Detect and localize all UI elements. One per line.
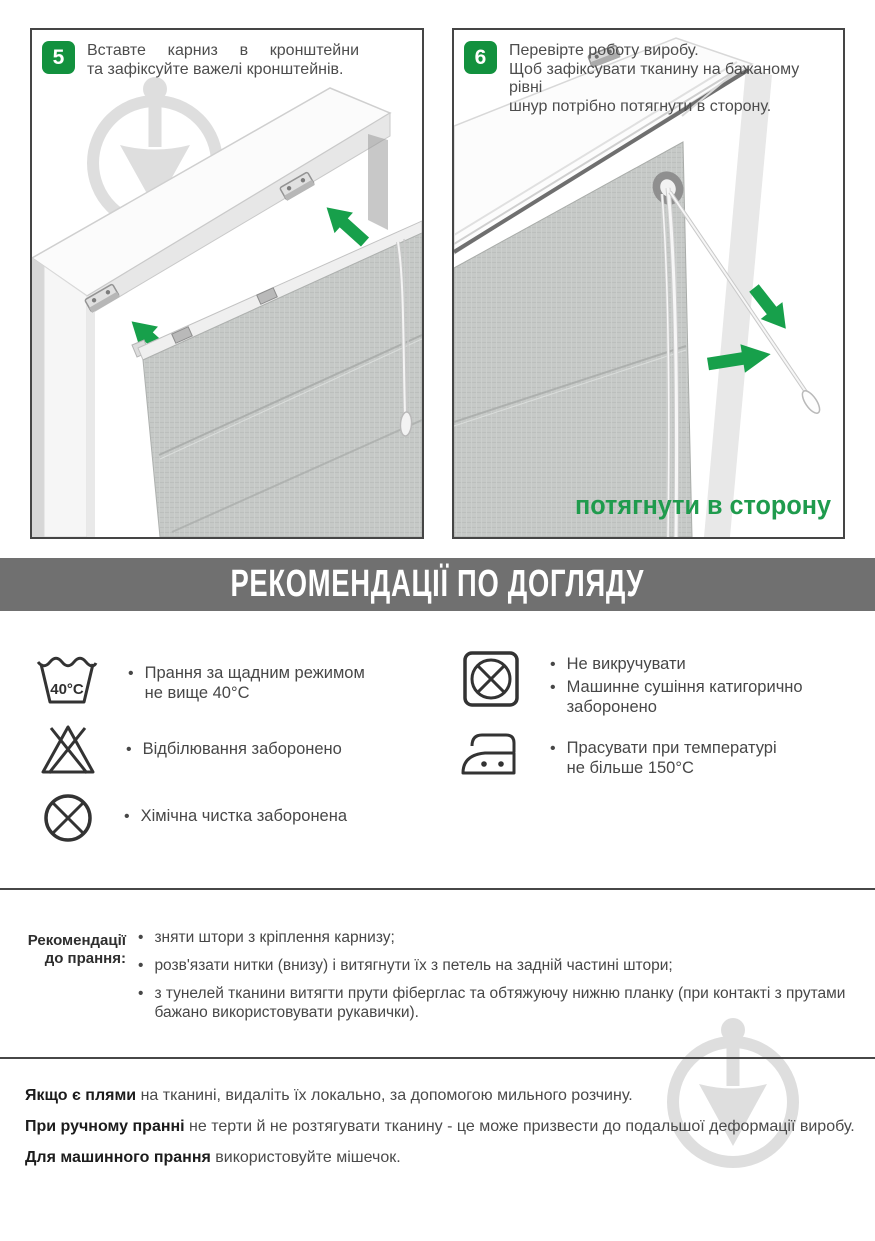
care-row-tumble: • Не викручувати • Машинне сушіння катигорично заборонено — [462, 650, 803, 717]
note-text: на тканині, видаліть їх локально, за допомогою мильного розчину. — [136, 1087, 633, 1104]
note-text: не терти й не розтягувати тканину - це може призвести до подальшої деформації виробу. — [184, 1117, 855, 1135]
care-row-dry-clean: • Хімічна чистка заборонена — [42, 792, 347, 844]
care-banner-title: РЕКОМЕНДАЦІЇ ПО ДОГЛЯДУ — [230, 563, 645, 605]
note-stains — [25, 1086, 855, 1107]
care-row-wash: 40°C • Прання за щадним режимом не вище 40°С — [36, 653, 365, 707]
green-arrow-icon — [317, 197, 374, 252]
no-dry-clean-icon — [42, 792, 94, 844]
no-bleach-icon — [40, 722, 96, 776]
list-item: • зняти штори з кріплення карнизу; — [138, 928, 852, 948]
list-item: • з тунелей тканини витягти прути фіберглас та обтяжуючу нижню планку (при контакті з прутами бажано використовувати рукавички). — [138, 984, 852, 1024]
step-5-instruction: Вставте карниз в кронштейни та зафіксуйте важелі кронштейнів. — [87, 42, 359, 78]
wash-recommendations-list — [138, 928, 852, 1031]
footer-notes — [25, 1086, 855, 1178]
step-6-badge: 6 — [464, 41, 497, 74]
no-wring-icon — [462, 650, 520, 708]
note-hand-wash — [25, 1117, 855, 1138]
note-lead: Для машинного прання — [25, 1148, 211, 1166]
step-6-instruction: Перевірте роботу виробу. Щоб зафіксувати тканину на бажаному рівні шнур потрібно потягнути в сторону. — [509, 42, 800, 116]
step-5-panel — [30, 28, 424, 539]
divider — [0, 1057, 875, 1059]
step-6-panel — [452, 28, 845, 539]
iron-150-icon — [458, 730, 520, 778]
care-row-iron: • Прасувати при температурі не більше 150°С — [458, 730, 777, 779]
wash-recommendations-label: Рекомендації до прання: — [27, 932, 126, 967]
svg-text:40°C: 40°C — [50, 681, 84, 698]
list-item: • розв'язати нитки (внизу) і витягнути їх з петель на задній частині штори; — [138, 956, 852, 976]
note-text: використовуйте мішечок. — [210, 1148, 401, 1166]
step-5-badge: 5 — [42, 41, 75, 74]
pull-aside-label: потягнути в сторону — [575, 490, 831, 520]
divider — [0, 888, 875, 890]
roman-blind — [132, 221, 422, 537]
cord-tip — [799, 388, 823, 416]
care-banner — [0, 558, 875, 611]
note-lead: Якщо є плями — [25, 1087, 137, 1104]
note-lead: При ручному пранні — [25, 1117, 185, 1135]
care-row-bleach: • Відбілювання заборонено — [40, 722, 342, 776]
note-machine-wash — [25, 1148, 855, 1169]
step-5-illustration — [32, 30, 422, 537]
wash-40-icon — [36, 653, 98, 707]
